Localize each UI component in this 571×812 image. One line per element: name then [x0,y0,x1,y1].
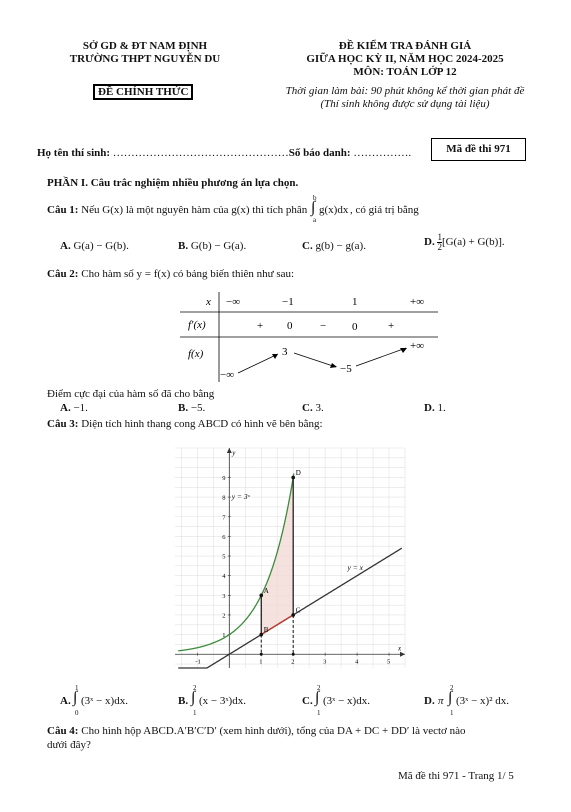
q3-option-a[interactable] [60,684,170,718]
f-min: −5 [340,363,352,375]
area-graph [165,440,410,675]
lower-limit: 1 [193,709,197,717]
part-title: PHẦN I. Câu trắc nghiệm nhiều phương án lựa chọn. [47,177,299,189]
exam-duration: Thời gian làm bài: 90 phút không kể thời gian phát đề [285,85,525,97]
x-axis-label: x [398,644,402,653]
lower-limit: 1 [317,709,321,717]
point-label: C [295,606,301,615]
opt-pi: π [438,695,444,707]
integral-sign: ∫ [73,689,78,706]
integral-sign: ∫ [315,689,320,706]
question-2 [47,268,294,280]
y-axis-label: y [232,449,236,457]
q3-option-d[interactable] [424,684,544,718]
school-name: TRƯỜNG THPT NGUYỄN DU [69,53,221,65]
q1-integral [312,194,352,224]
point-d [291,476,295,480]
name-dots: ………………………………………… [112,147,289,159]
lower-limit: 1 [450,709,454,717]
x-tick-label: 4 [355,658,359,666]
arrow-head [400,348,407,353]
sign: + [257,320,264,332]
point-label: B [263,626,269,635]
point-b [259,633,263,637]
opt-key: A. [60,402,71,414]
increase-arrow [238,354,278,373]
sign: − [320,320,327,332]
exam-title: ĐỀ KIỂM TRA ĐÁNH GIÁ [338,40,472,52]
opt-key: D. [424,402,435,414]
x-tick-label: -1 [195,658,201,666]
opt-value: 3. [315,402,324,414]
sign: 0 [287,320,293,332]
f-end: +∞ [410,340,425,352]
candidate-line [37,147,411,159]
opt-key: A. [60,240,71,252]
series-label: y = 3ˣ [231,492,250,502]
id-dots: ……………. [353,147,412,159]
opt-key: D. [424,236,435,249]
q2-label: Câu 2: [47,268,79,280]
x-value: +∞ [410,296,425,308]
integral-sign: ∫ [448,689,453,706]
numerator: 1 [437,232,442,242]
question-3 [47,418,323,430]
page-footer: Mã đề thi 971 - Trang 1/ 5 [398,770,514,782]
exam-code-box: Mã đề thi 971 [431,138,526,161]
opt-key: C. [302,695,313,707]
x-tick-label: 2 [291,658,295,666]
y-tick-label: 6 [222,533,226,541]
opt-value: (x − 3ˣ)dx. [199,695,246,707]
upper-limit: 1 [75,684,79,692]
opt-key: B. [178,695,189,707]
q1-label: Câu 1: [47,204,79,216]
q2-question: Điểm cực đại của hàm số đã cho bằng [47,388,215,400]
opt-value: (3ˣ − x)dx. [323,695,370,707]
opt-key: D. [424,695,435,707]
axis-point [260,653,263,656]
integral-sign: ∫ [311,199,316,216]
q2-option-c[interactable] [302,402,324,414]
q4-text: Cho hình hộp ABCD.A′B′C′D′ (xem hình dưới), tổng của DA + DC + DD′ là vectơ nào [78,725,466,737]
y-tick-label: 2 [222,612,226,620]
q1-option-c[interactable] [302,240,366,252]
y-tick-label: 5 [222,553,226,561]
q1-upper: b [313,194,317,202]
opt-value: 1. [437,402,446,414]
id-label: Số báo danh: [288,147,354,159]
official-badge: ĐỀ CHÍNH THỨC [93,84,193,100]
opt-value: [G(a) + G(b)]. [441,236,505,249]
q1-integrand: g(x)dx [319,204,349,216]
x-tick-label: 3 [323,658,327,666]
x-value: −∞ [226,296,241,308]
decrease-arrow [294,353,336,367]
series-label: y = x [347,562,363,572]
exam-term: GIỮA HỌC KỲ II, NĂM HỌC 2024-2025 [306,53,504,65]
integral-sign: ∫ [191,689,196,706]
q4-text-2: dưới đây? [47,739,91,751]
point-label: D [295,468,301,477]
q3-option-c[interactable] [302,684,412,718]
opt-value: g(b) − g(a). [315,240,366,252]
opt-key: C. [302,240,313,252]
point-c [291,613,295,617]
x-tick-label: 1 [259,658,263,666]
x-value: −1 [282,296,294,308]
y-tick-label: 7 [222,514,226,522]
exam-subject: MÔN: TOÁN LỚP 12 [353,66,457,78]
q1-option-a[interactable] [60,240,129,252]
opt-value: −1. [73,402,88,414]
x-tick-label: 5 [387,658,391,666]
point-a [259,594,263,598]
q4-label: Câu 4: [47,725,79,737]
y-tick-label: 8 [222,494,226,502]
x-axis-arrow [400,652,405,657]
row-label-f: f(x) [188,348,204,360]
upper-limit: 2 [450,684,454,692]
opt-value: (3ˣ − x)dx. [81,695,128,707]
opt-key: A. [60,695,71,707]
dept-name: SỞ GD & ĐT NAM ĐỊNH [82,40,208,52]
q3-text: Diện tích hình thang cong ABCD có hình vẽ bên bằng: [78,418,323,430]
row-label-fp: f′(x) [188,319,206,331]
y-axis-arrow [227,448,232,453]
sign: + [388,320,395,332]
upper-limit: 2 [193,684,197,692]
opt-key: B. [178,240,189,252]
opt-value: G(b) − G(a). [190,240,247,252]
opt-value: G(a) − G(b). [73,240,129,252]
f-start: −∞ [220,369,235,381]
upper-limit: 2 [317,684,321,692]
opt-value: −5. [190,402,206,414]
q1-option-b[interactable] [178,240,246,252]
increase-arrow [356,348,406,366]
y-tick-label: 1 [222,632,226,640]
q2-option-a[interactable] [60,402,88,414]
q1-lower: a [313,216,317,224]
q3-option-b[interactable] [178,684,288,718]
q2-option-b[interactable] [178,402,205,414]
f-max: 3 [282,346,288,358]
opt-value: (3ˣ − x)² dx. [456,695,510,707]
name-label: Họ tên thí sinh: [37,147,113,159]
y-tick-label: 9 [222,474,226,482]
sign: 0 [352,321,358,333]
y-tick-label: 3 [222,592,226,600]
opt-key: C. [302,402,313,414]
exam-note: (Thí sinh không được sử dụng tài liệu) [320,98,490,110]
arrow-head [330,363,337,368]
y-tick-label: 4 [222,573,226,581]
denominator: 2 [437,242,442,252]
q1-text-b: , có giá trị bằng [350,204,419,216]
q1-option-d[interactable] [424,233,505,252]
q2-option-d[interactable] [424,402,446,414]
q2-text: Cho hàm số y = f(x) có bảng biến thiên như sau: [78,268,295,280]
question-4 [47,725,465,737]
axis-point [292,653,295,656]
lower-limit: 0 [75,709,79,717]
q3-label: Câu 3: [47,418,79,430]
opt-key: B. [178,402,189,414]
point-label: A [263,586,269,595]
x-value: 1 [352,296,358,308]
row-label-x: x [206,296,211,308]
question-1 [47,204,307,216]
q1-text-a: Nếu G(x) là một nguyên hàm của g(x) thì tích phân [78,204,308,216]
variation-table [180,290,450,382]
